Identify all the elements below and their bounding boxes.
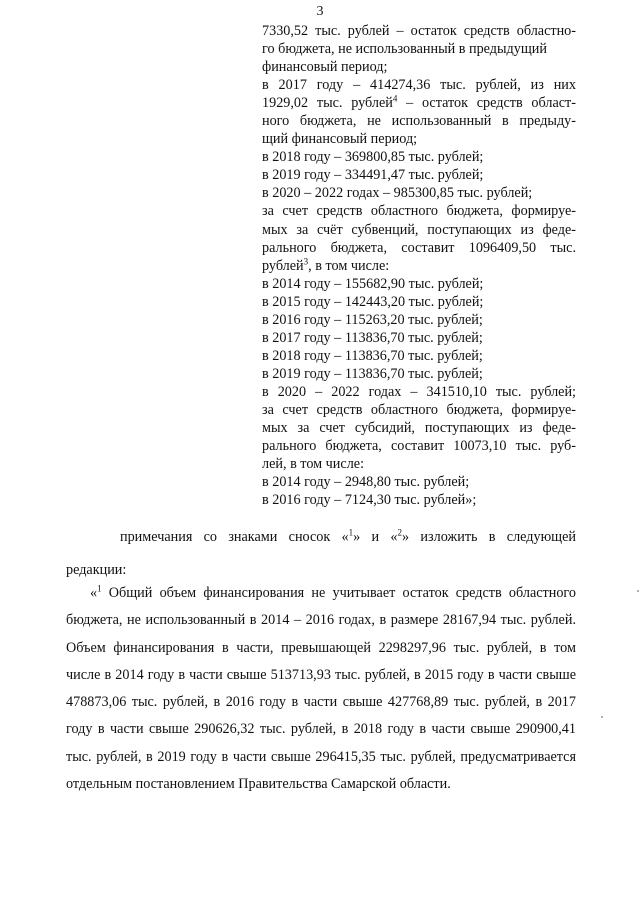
column-line: щий финансовый период; [262,131,418,148]
column-line: в 2017 году – 113836,70 тыс. рублей; [262,329,483,346]
column-line: в 2019 году – 113836,70 тыс. рублей; [262,365,483,382]
column-line: в 2014 году – 2948,80 тыс. рублей; [262,474,470,491]
column-line: в 2014 году – 155682,90 тыс. рублей; [262,275,484,292]
scan-speck [637,590,639,592]
column-line: в 2017 году – 414274,36 тыс. рублей, из них [262,77,576,94]
column-line-part: , в том числе: [308,257,390,274]
column-line: в 2020 – 2022 годах – 985300,85 тыс. рублей; [262,185,533,202]
column-line: за счет средств областного бюджета, формируе- [262,203,576,220]
column-line: в 2020 – 2022 годах – 341510,10 тыс. рублей; [262,383,576,400]
page-number: 3 [316,4,324,19]
instruction-line [90,525,576,549]
column-line: за счет средств областного бюджета, формируе- [262,401,576,418]
funding-column [262,22,576,509]
footnote-body: Общий объем финансирования не учитывает остаток средств областного бюджета, не использованный в 2014 – 2016 годах, в размере 28167,94 тыс. рублей. Объем финансирования в части, превышающей 2298297,96 тыс. рублей, в том числе в 2014 году в части свыше 513713,93 тыс. рублей, в 2015 году в части свыше 478873,06 тыс. рублей, в 2016 году в части свыше 427768,89 тыс. рублей, в 2017 году в части свыше 290626,32 тыс. рублей, в 2018 году в части свыше 290900,41 тыс. рублей, в 2019 году в части свыше 296415,35 тыс. рублей, предусматривается отдельным постановлением Правительства Самарской области. [66,585,576,793]
column-line-part: – остаток средств област- [397,95,576,112]
column-line: в 2015 году – 142443,20 тыс. рублей; [262,293,484,310]
footnote-marker: 1 [348,527,354,538]
footnote-text [66,580,576,798]
column-line-part: рублей [262,257,304,274]
column-line: ного бюджета, не использованный в предыду- [262,113,576,130]
footnote-marker: 4 [392,93,398,104]
footnote-marker: 3 [303,255,309,266]
column-line: лей, в том числе: [262,456,365,473]
scan-speck [601,716,603,718]
column-line: в 2018 году – 113836,70 тыс. рублей; [262,347,483,364]
footnote-marker: 1 [97,583,102,594]
footnote-marker: 2 [397,527,403,538]
column-line: рального бюджета, составит 1096409,50 тыс. [262,239,576,256]
column-line [262,94,576,112]
column-line: в 2016 году – 7124,30 тыс. рублей»; [262,492,477,509]
column-line: в 2018 году – 369800,85 тыс. рублей; [262,149,484,166]
column-line: мых за счёт субвенций, поступающих из феде- [262,221,576,238]
instruction-line: редакции: [66,562,127,578]
column-line: го бюджета, не использованный в предыдущий [262,41,547,58]
instruction-text: примечания со знаками сносок « [120,529,349,545]
column-line: финансовый период; [262,59,388,76]
column-line: рального бюджета, составит 10073,10 тыс. руб- [262,438,576,455]
column-line: в 2016 году – 115263,20 тыс. рублей; [262,311,483,328]
column-line: мых за счет субсидий, поступающих из феде- [262,420,576,437]
column-line: 7330,52 тыс. рублей – остаток средств областно- [262,23,576,39]
footnote-paragraph [66,580,576,798]
column-line [262,257,576,275]
quote-mark: « [90,585,98,601]
amendment-instruction [66,525,576,582]
column-line: в 2019 году – 334491,47 тыс. рублей; [262,167,484,184]
column-line-part: 1929,02 тыс. рублей [262,95,393,112]
instruction-text: » и « [353,529,398,545]
instruction-text: » изложить в следующей [402,529,576,545]
